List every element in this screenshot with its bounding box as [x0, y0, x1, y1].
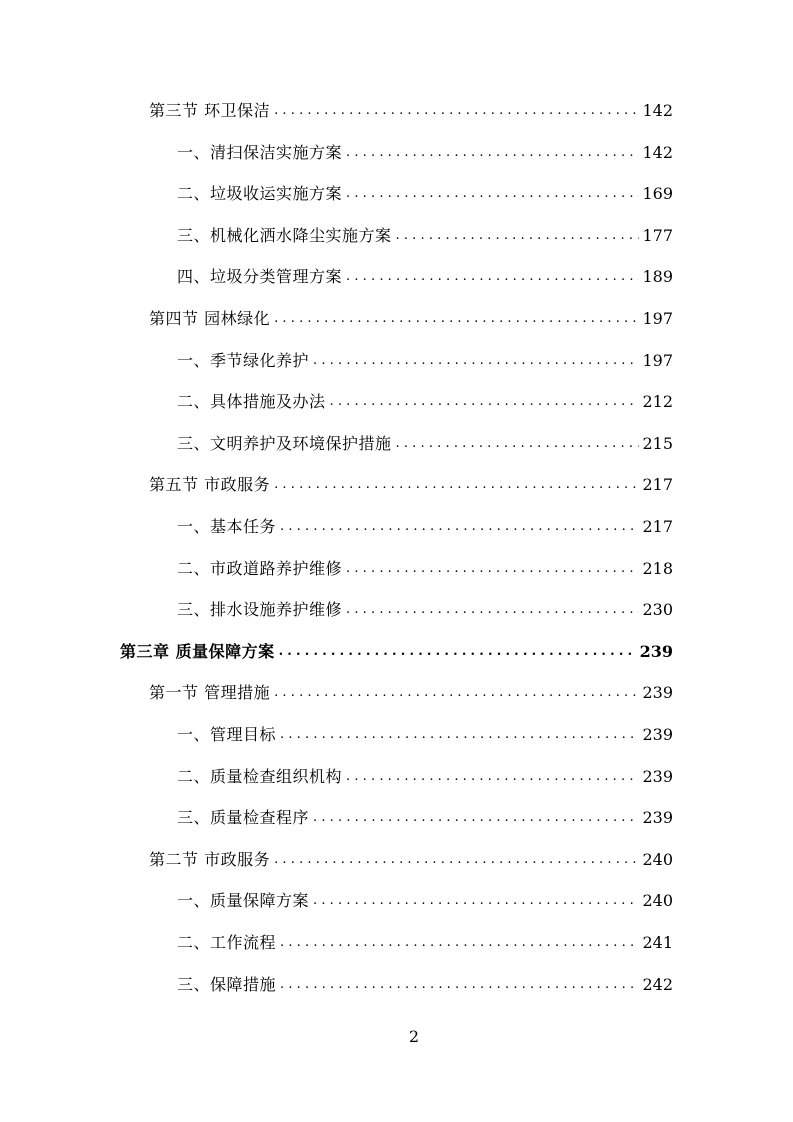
- toc-section-entry[interactable]: [149, 470, 673, 500]
- toc-entry-page-number: 142: [642, 142, 673, 162]
- toc-dot-leader: [279, 637, 637, 667]
- toc-dot-leader: [330, 387, 640, 417]
- toc-section-entry[interactable]: [149, 845, 673, 875]
- toc-entry-page-number: 239: [642, 725, 673, 744]
- toc-entry-page-number: 215: [642, 433, 673, 453]
- page-number: 2: [408, 1027, 420, 1046]
- toc-subsection-entry[interactable]: [177, 387, 673, 417]
- toc-entry-page-number: 217: [642, 517, 673, 536]
- toc-dot-leader: [280, 928, 639, 958]
- toc-entry-label: 一、季节绿化养护: [177, 350, 310, 370]
- toc-section-entry[interactable]: [149, 96, 673, 126]
- toc-section-entry[interactable]: [149, 304, 673, 334]
- toc-dot-leader: [274, 304, 639, 334]
- toc-dot-leader: [274, 96, 639, 126]
- toc-dot-leader: [313, 803, 639, 833]
- toc-chapter-entry[interactable]: [120, 637, 673, 667]
- toc-entry-label: 三、文明养护及环境保护措施: [177, 433, 392, 453]
- toc-entry-page-number: 239: [642, 766, 673, 786]
- toc-entry-page-number: 239: [642, 683, 673, 703]
- toc-dot-leader: [346, 138, 639, 168]
- toc-entry-page-number: 169: [642, 184, 673, 204]
- toc-dot-leader: [346, 762, 639, 792]
- toc-dot-leader: [280, 512, 639, 542]
- toc-entry-label: 一、质量保障方案: [177, 891, 310, 911]
- toc-entry-page-number: 242: [642, 974, 673, 994]
- toc-entry-page-number: 197: [642, 350, 673, 370]
- toc-dot-leader: [274, 470, 639, 500]
- toc-entry-page-number: 240: [642, 891, 673, 911]
- toc-dot-leader: [346, 262, 639, 292]
- toc-entry-page-number: 217: [642, 475, 673, 495]
- toc-subsection-entry[interactable]: [177, 762, 673, 792]
- toc-dot-leader: [274, 845, 639, 875]
- toc-entry-page-number: 212: [642, 392, 673, 412]
- toc-entry-page-number: 142: [642, 101, 673, 120]
- toc-subsection-entry[interactable]: [177, 221, 673, 251]
- toc-entry-label: 第二节 市政服务: [149, 849, 271, 869]
- toc-entry-label: 一、清扫保洁实施方案: [177, 142, 343, 162]
- toc-entry-label: 三、质量检查程序: [177, 808, 310, 828]
- toc-dot-leader: [396, 221, 640, 251]
- toc-dot-leader: [274, 678, 639, 708]
- toc-subsection-entry[interactable]: [177, 346, 673, 376]
- toc-entry-page-number: 218: [642, 558, 673, 578]
- toc-subsection-entry[interactable]: [177, 886, 673, 916]
- toc-entry-label: 三、机械化洒水降尘实施方案: [177, 225, 392, 245]
- toc-section-entry[interactable]: [149, 678, 673, 708]
- toc-entry-page-number: 240: [642, 849, 673, 869]
- toc-subsection-entry[interactable]: [177, 262, 673, 292]
- toc-entry-label: 第五节 市政服务: [149, 475, 271, 495]
- toc-entry-label: 三、排水设施养护维修: [177, 600, 343, 620]
- toc-subsection-entry[interactable]: [177, 179, 673, 209]
- toc-entry-label: 二、工作流程: [177, 933, 277, 952]
- toc-entry-page-number: 239: [639, 641, 673, 661]
- toc-subsection-entry[interactable]: [177, 970, 673, 1000]
- toc-entry-label: 二、垃圾收运实施方案: [177, 184, 343, 204]
- toc-entry-label: 二、具体措施及办法: [177, 392, 326, 412]
- toc-entry-label: 二、质量检查组织机构: [177, 766, 343, 786]
- toc-dot-leader: [346, 179, 639, 209]
- toc-dot-leader: [280, 970, 639, 1000]
- toc-dot-leader: [280, 720, 639, 750]
- toc-subsection-entry[interactable]: [177, 554, 673, 584]
- toc-entry-label: 四、垃圾分类管理方案: [177, 267, 343, 287]
- toc-entry-label: 第三章 质量保障方案: [120, 641, 275, 661]
- toc-subsection-entry[interactable]: [177, 138, 673, 168]
- toc-dot-leader: [396, 429, 640, 459]
- toc-subsection-entry[interactable]: [177, 595, 673, 625]
- toc-subsection-entry[interactable]: [177, 720, 673, 750]
- toc-entry-label: 二、市政道路养护维修: [177, 558, 343, 578]
- toc-dot-leader: [313, 346, 639, 376]
- toc-subsection-entry[interactable]: [177, 928, 673, 958]
- toc-dot-leader: [313, 886, 639, 916]
- toc-entry-label: 一、管理目标: [177, 725, 277, 744]
- toc-dot-leader: [346, 595, 639, 625]
- toc-entry-page-number: 197: [642, 309, 673, 328]
- toc-subsection-entry[interactable]: [177, 803, 673, 833]
- toc-entry-page-number: 230: [642, 600, 673, 620]
- toc-entry-label: 三、保障措施: [177, 974, 277, 994]
- toc-entry-label: 第四节 园林绿化: [149, 309, 271, 328]
- toc-subsection-entry[interactable]: [177, 512, 673, 542]
- toc-entry-label: 第三节 环卫保洁: [149, 101, 271, 120]
- toc-entry-label: 第一节 管理措施: [149, 683, 271, 703]
- toc-entry-label: 一、基本任务: [177, 517, 277, 536]
- toc-entry-page-number: 241: [642, 933, 673, 952]
- toc-entry-page-number: 189: [642, 267, 673, 287]
- toc-entry-page-number: 177: [642, 225, 673, 245]
- toc-entry-page-number: 239: [642, 808, 673, 828]
- toc-subsection-entry[interactable]: [177, 429, 673, 459]
- toc-dot-leader: [346, 554, 639, 584]
